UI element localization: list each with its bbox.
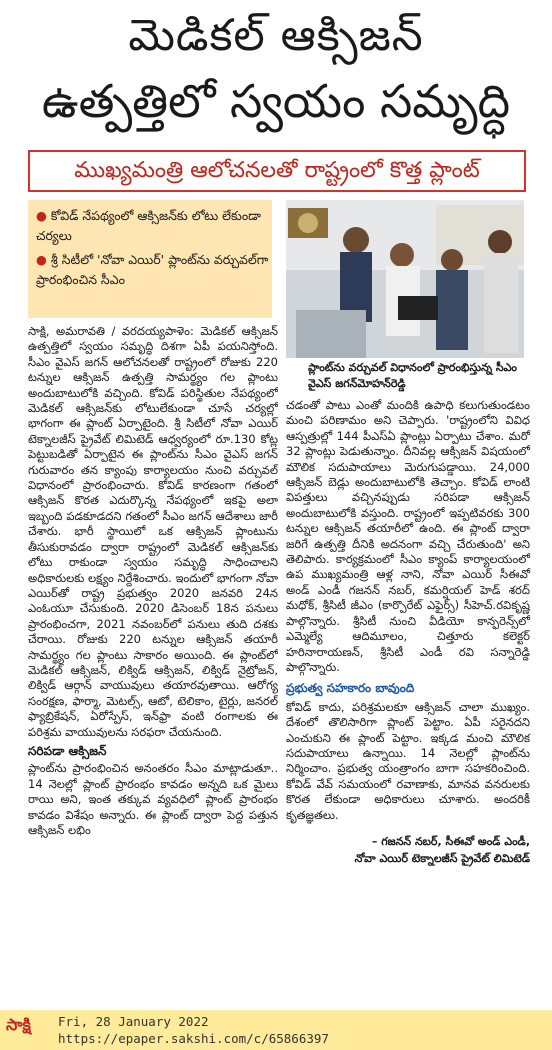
highlight-item (36, 250, 272, 290)
highlight-text: కోవిడ్ నేపథ్యంలో ఆక్సిజన్‌కు లోటు లేకుండా చర్యలు (36, 208, 261, 243)
headline-line1: మెడికల్ ఆక్సిజన్ (128, 10, 424, 61)
highlight-item (36, 206, 272, 246)
footer-bar (0, 1010, 552, 1050)
footer-text (58, 1013, 329, 1047)
headline-line2: ఉత్పత్తిలో స్వయం సమృద్ధి (41, 74, 511, 128)
signature-company: నోవా ఎయిర్ టెక్నాలజీస్ ప్రైవేట్ లిమిటెడ్ (354, 851, 530, 865)
article-paragraph: చడంతో పాటు ఎంతో మందికి ఉపాధి కలుగుతుండటం మంచి పరిణామం అని చెప్పారు. 'రాష్ట్రంలోని వివిధ ఆస్పత్రుల్లో 144 పీఎస్ఏ ప్లాంట్లు ఏర్పాటు చేశాం. మరో 32 ప్లాంట్లు పెడుతున్నాం. దీనివల్ల ఆక్సిజన్ విషయంలో మౌలిక సదుపాయాలు మెరుగుపడ్డాయి. 24,000 ఆక్సిజన్ బెడ్లు అందుబాటులోకి తెచ్చాం. కోవిడ్ లాంటి విపత్తులు వచ్చినప్పుడు సరిపడా ఆక్సిజన్ అందుబాటులోకి వస్తుంది. రాష్ట్రంలో ఇప్పటివరకు 300 టన్నుల ఆక్సిజన్ తయారీలో ఉంది. ఈ ప్లాంట్ ద్వారా జరిగే ఉత్పత్తి దీనికి అదనంగా వచ్చి చేరుతుంది' అని తెలిపారు. కార్యక్రమంలో సీఎం క్యాంప్ కార్యాలయంలో ఉప ముఖ్యమంత్రి ఆళ్ల నాని, నోవా ఎయిర్ సీఈవో అండ్ ఎండీ గజనన్ నబర్, కమర్షియల్ హెడ్ శరద్ మధోక్, శ్రీసిటీ జీఎం (కార్పొరేట్ ఎఫైర్స్) సీహెచ్.రవికృష్ణ పాల్గొన్నారు. శ్రీసిటీ నుంచి వీడియో కాన్ఫరెన్స్‌లో ఎమ్మెల్యే ఆదిమూలం, చిత్తూరు కలెక్టర్ హరినారాయణన్, శ్రీసిటీ ఎండీ రవి సన్నారెడ్డి పాల్గొన్నారు. (286, 398, 530, 674)
sakshi-logo (6, 1016, 42, 1044)
left-column (28, 324, 278, 1014)
quote-paragraph: కోవిడ్ కాదు, పరిశ్రమలకూ ఆక్సిజన్ చాలా ముఖ్యం. దేశంలో తొలిసారిగా ప్లాంట్ పెట్టాం. ఏపీ సరైనదని ఎంచుకుని ఈ ప్లాంట్ పెట్టాం. ఇక్కడ మంచి మౌలిక సదుపాయాలు ఉన్నాయి. 14 నెలల్లో ప్లాంట్‌ను నిర్మించాం. ప్రభుత్వ యంత్రాంగం బాగా సహకరించింది. కోవిడ్ వేవ్ సమయంలో రవాణాకు, మానవ వనరులకు కొరత లేకుండా అధికారులు చూశారు. అందరికీ కృతజ్ఞతలు. (286, 699, 530, 822)
highlights-box (28, 200, 272, 318)
article-paragraph: సాక్షి, అమరావతి / వరదయ్యపాళెం: మెడికల్ ఆక్సిజన్ ఉత్పత్తిలో స్వయం సమృద్ధి దిశగా ఏపీ పయనిస్తోంది. సీఎం వైఎస్ జగన్ ఆలోచనలతో రాష్ట్రంలో రోజుకు 220 టన్నుల ఆక్సిజన్ ఉత్పత్తి సామర్థ్యం గల ప్లాంటు అందుబాటులోకి వచ్చింది. కోవిడ్ పరిస్థితుల నేపథ్యంలో మెడికల్ ఆక్సిజన్‌కు లోటులేకుండా చూసే చర్యల్లో భాగంగా ఈ ప్లాంట్ ఏర్పాటైంది. శ్రీ సిటీలో నోవా ఎయిర్ టెక్నాలజీస్ ప్రైవేట్ లిమిటెడ్ ఆధ్వర్యంలో రూ.130 కోట్ల పెట్టుబడితో ఏర్పాటైన ఈ ప్లాంట్‌ను సీఎం వైఎస్ జగన్ గురువారం తన క్యాంపు కార్యాలయం నుంచి వర్చువల్ విధానంలో ప్రారంభించారు. కోవిడ్ కారణంగా గతంలో ఆక్సిజన్ కొరత ఎదుర్కొన్న నేపథ్యంలో ఇకపై అలా ఇబ్బంది పడకూడదని గతంలో సీఎం జగన్ ఆదేశాలు జారీ చేశారు. భారీ స్థాయిలో ఒక ఆక్సిజన్ ప్లాంటును తీసుకురావడం ద్వారా రాష్ట్రంలో మెడికల్ ఆక్సిజన్‌కు లోటు రాకుండా స్వయం సమృద్ధి సాధించాలని అధికారులకు లక్ష్యం నిర్దేశించారు. ఇందులో భాగంగా నోవా ఎయిర్‌తో రాష్ట్ర ప్రభుత్వం 2020 జనవరి 24న ఎంఓయూ చేసుకుంది. 2020 డిసెంబర్ 18న పనులు ప్రారంభించగా, 2021 నవంబర్‌లో పనులు తుది దశకు చేరాయి. రోజుకు 220 టన్నుల ఆక్సిజన్ తయారీ సామర్థ్యం గల ప్లాంటు సాకారం అయింది. ఈ ప్లాంట్‌లో మెడికల్ ఆక్సిజన్, లిక్విడ్ ఆక్సిజన్, లిక్విడ్ నైట్రోజన్, లిక్విడ్ ఆర్గాన్ వాయువులు తయారవుతాయి. ఆరోగ్య సంరక్షణ, ఫార్మా, మెటల్స్, ఆటో, టెలికాం, టైర్లు, జనరల్ ఫ్యాబ్రికేషన్, ఏరోస్పేస్, ఇన్‌ఫ్రా వంటి రంగాలకు ఈ పరిశ్రమ వాయువులను సరఫరా చేయనుంది. (28, 324, 278, 739)
right-column (286, 398, 530, 867)
signature-name: – గజనన్ నబర్, సీఈవో అండ్ ఎండీ, (371, 834, 530, 848)
footer-url[interactable]: https://epaper.sakshi.com/c/65866397 (58, 1031, 329, 1046)
logo-text: సాక్షి (6, 1015, 31, 1034)
photo-caption: ప్లాంట్‌ను వర్చువల్ విధానంలో ప్రారంభిస్తున్న సీఎం వైఎస్ జగన్‌మోహన్‌రెడ్డి (308, 361, 517, 390)
section-subheading: ప్రభుత్వ సహకారం బావుంది (286, 681, 415, 696)
signature (286, 833, 530, 867)
subheadline: ముఖ్యమంత్రి ఆలోచనలతో రాష్ట్రంలో కొత్త ప్లాంట్ (28, 150, 526, 192)
article-paragraph: ప్లాంట్‌ను ప్రారంభించిన అనంతరం సీఎం మాట్లాడుతూ.. 14 నెలల్లో ప్లాంట్ ప్రారంభం కావడం అన్నది ఒక మైలు రాయి అని, ఇంత తక్కువ వ్యవధిలో ప్లాంట్ ప్రారంభం కావడం విశేషం అన్నారు. ఈ ప్లాంట్ ద్వారా పెద్ద పత్తున ఆక్సిజన్ లభిం (28, 761, 278, 837)
bullet-icon: ● (36, 252, 47, 267)
photo-illustration (286, 200, 524, 358)
bullet-icon: ● (36, 208, 47, 223)
highlight-text: శ్రీ సిటీలో 'నోవా ఎయిర్' ప్లాంట్‌ను వర్చువల్‌గా ప్రారంభించిన సీఎం (36, 252, 269, 287)
news-photo (286, 200, 524, 358)
footer-date: Fri, 28 January 2022 (58, 1014, 209, 1029)
section-subheading: సరిపడా ఆక్సిజన్ (28, 743, 107, 758)
